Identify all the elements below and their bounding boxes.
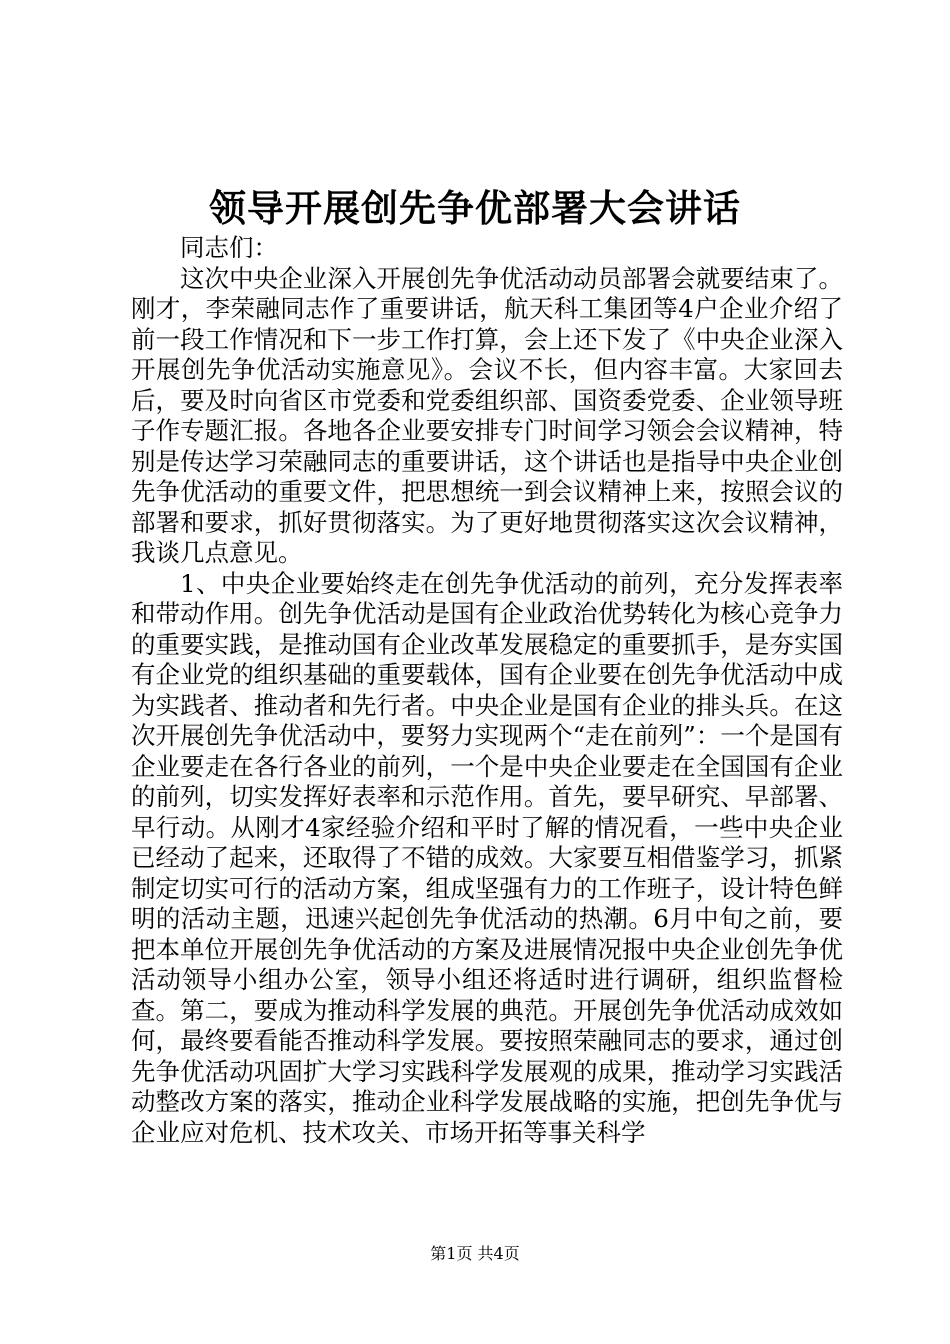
document-body bbox=[131, 233, 843, 1148]
salutation: 同志们： bbox=[180, 233, 278, 262]
document-title: 领导开展创先争优部署大会讲话 bbox=[209, 186, 741, 230]
body-paragraph-2: 1、中央企业要始终走在创先争优活动的前列，充分发挥表率和带动作用。创先争优活动是国有企业政治优势转化为核心竞争力的重要实践，是推动国有企业改革发展稳定的重要抓手，是夯实国有企业党的组织基础的重要载体，国有企业要在创先争优活动中成为实践者、推动者和先行者。中央企业是国有企业的排头兵。在这次开展创先争优活动中，要努力实现两个“走在前列”：一个是国有企业要走在各行各业的前列，一个是中央企业要走在全国国有企业的前列，切实发挥好表率和示范作用。首先，要早研究、早部署、早行动。从刚才4家经验介绍和平时了解的情况看，一些中央企业已经动了起来，还取得了不错的成效。大家要互相借鉴学习，抓紧制定切实可行的活动方案，组成坚强有力的工作班子，设计特色鲜明的活动主题，迅速兴起创先争优活动的热潮。6月中旬之前，要把本单位开展创先争优活动的方案及进展情况报中央企业创先争优活动领导小组办公室，领导小组还将适时进行调研，组织监督检查。第二，要成为推动科学发展的典范。开展创先争优活动成效如何，最终要看能否推动科学发展。要按照荣融同志的要求，通过创先争优活动巩固扩大学习实践科学发展观的成果，推动学习实践活动整改方案的落实，推动企业科学发展战略的实施，把创先争优与企业应对危机、技术攻关、市场开拓等事关科学 bbox=[131, 568, 843, 1147]
page-number-footer: 第1页 共4页 bbox=[430, 1244, 520, 1263]
body-paragraph-1: 这次中央企业深入开展创先争优活动动员部署会就要结束了。刚才，李荣融同志作了重要讲话，航天科工集团等4户企业介绍了前一段工作情况和下一步工作打算，会上还下发了《中央企业深入开展创先争优活动实施意见》。会议不长，但内容丰富。大家回去后，要及时向省区市党委和党委组织部、国资委党委、企业领导班子作专题汇报。各地各企业要安排专门时间学习领会会议精神，特别是传达学习荣融同志的重要讲话，这个讲话也是指导中央企业创先争优活动的重要文件，把思想统一到会议精神上来，按照会议的部署和要求，抓好贯彻落实。为了更好地贯彻落实这次会议精神，我谈几点意见。 bbox=[131, 263, 843, 567]
